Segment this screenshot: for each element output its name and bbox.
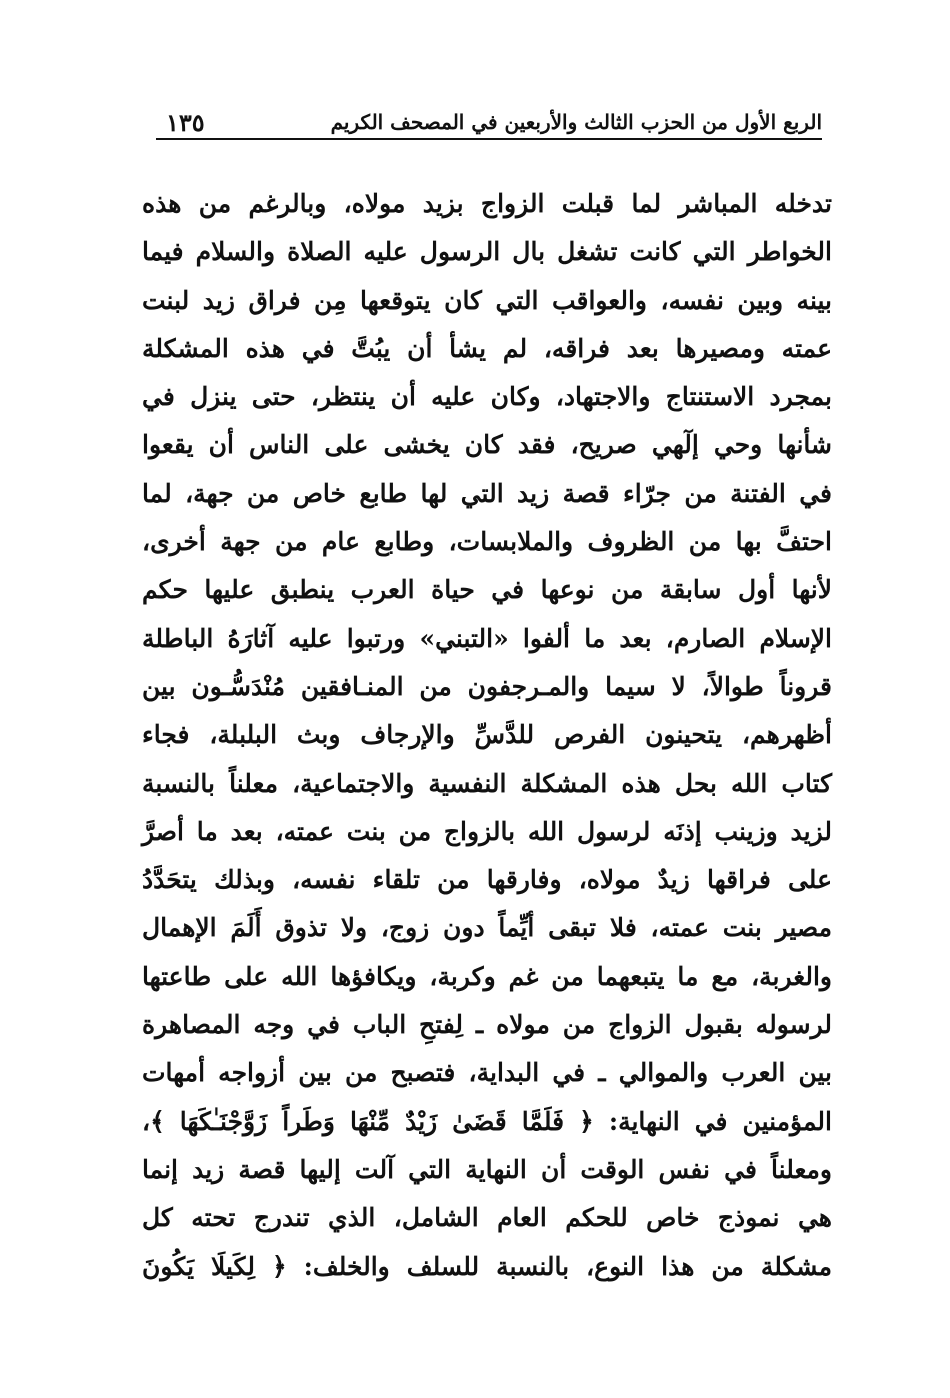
text-line: كتاب الله بحل هذه المشكلة النفسية والاجتماعية، معلناً بالنسبة: [142, 768, 832, 798]
running-header-title: الربع الأول من الحزب الثالث والأربعين في المصحف الكريم: [330, 110, 822, 134]
text-line: هي نموذج خاص للحكم العام الشامل، الذي تندرج تحته كل: [142, 1203, 832, 1233]
header-rule: [156, 138, 822, 140]
text-line: الخواطر التي كانت تشغل بال الرسول عليه الصلاة والسلام فيما: [142, 237, 832, 267]
text-line: قروناً طوالاً، لا سيما والمـرجفون من المنـافقين مُنْدَسُّـون بين: [142, 671, 832, 701]
text-line: في الفتنة من جرّاء قصة زيد التي لها طابع خاص من جهة، لما: [142, 478, 832, 508]
text-line: مصير بنت عمته، فلا تبقى أيِّماً دون زوج، ولا تذوق أَلَمَ الإهمال: [142, 913, 832, 943]
text-line: المؤمنين في النهاية: ﴿ فَلَمَّا قَضَىٰ زَيْدٌ مِّنْهَا وَطَراً زَوَّجْنَـٰكَهَا ﴾،: [142, 1106, 832, 1136]
page-number: ١٣٥: [166, 108, 205, 137]
text-line: لأنها أول سابقة من نوعها في حياة العرب ينطبق عليها حكم: [142, 575, 832, 605]
text-line: لزيد وزينب إذنَه لرسول الله بالزواج من بنت عمته، بعد ما أصرَّ: [142, 816, 832, 846]
text-line: تدخله المباشر لما قبلت الزواج بزيد مولاه، وبالرغم من هذه: [142, 189, 832, 218]
text-line: والغربة، مع ما يتبعهما من غم وكربة، ويكافؤها الله على طاعتها: [142, 961, 832, 991]
text-line: بمجرد الاستنتاج والاجتهاد، وكان عليه أن ينتظر، حتى ينزل في: [142, 382, 832, 412]
body-text: [142, 180, 832, 1291]
text-line: أظهرهم، يتحينون الفرص للدَّسِّ والإرجاف وبث البلبلة، فجاء: [142, 720, 832, 750]
running-header: [156, 96, 822, 140]
text-line: بينه وبين نفسه، والعواقب التي كان يتوقعها مِن فراق زيد لبنت: [142, 285, 832, 315]
text-line: ومعلناً في نفس الوقت أن النهاية التي آلت إليها قصة زيد إنما: [142, 1154, 832, 1184]
text-line: على فراقها زيدٌ مولاه، وفارقها من تلقاء نفسه، وبذلك يتحَدَّدُ: [142, 865, 832, 895]
text-line: احتفَّ بها من الظروف والملابسات، وطابع عام من جهة أخرى،: [142, 527, 832, 557]
text-line: مشكلة من هذا النوع، بالنسبة للسلف والخلف: ﴿ لِكَيلَا يَكُونَ: [142, 1251, 832, 1281]
text-line: عمته ومصيرها بعد فراقه، لم يشأ أن يبُتَّ في هذه المشكلة: [142, 333, 832, 363]
text-line: لرسوله بقبول الزواج من مولاه ـ لِفتحِ الباب في وجه المصاهرة: [142, 1010, 832, 1040]
text-line: الإسلام الصارم، بعد ما ألفوا «التبني» ورتبوا عليه آثارَهُ الباطلة: [142, 623, 832, 653]
text-line: شأنها وحي إلٓهي صريح، فقد كان يخشى على الناس أن يقعوا: [142, 430, 832, 460]
text-line: بين العرب والموالي ـ في البداية، فتصبح من بين أزواجه أمهات: [142, 1058, 832, 1088]
